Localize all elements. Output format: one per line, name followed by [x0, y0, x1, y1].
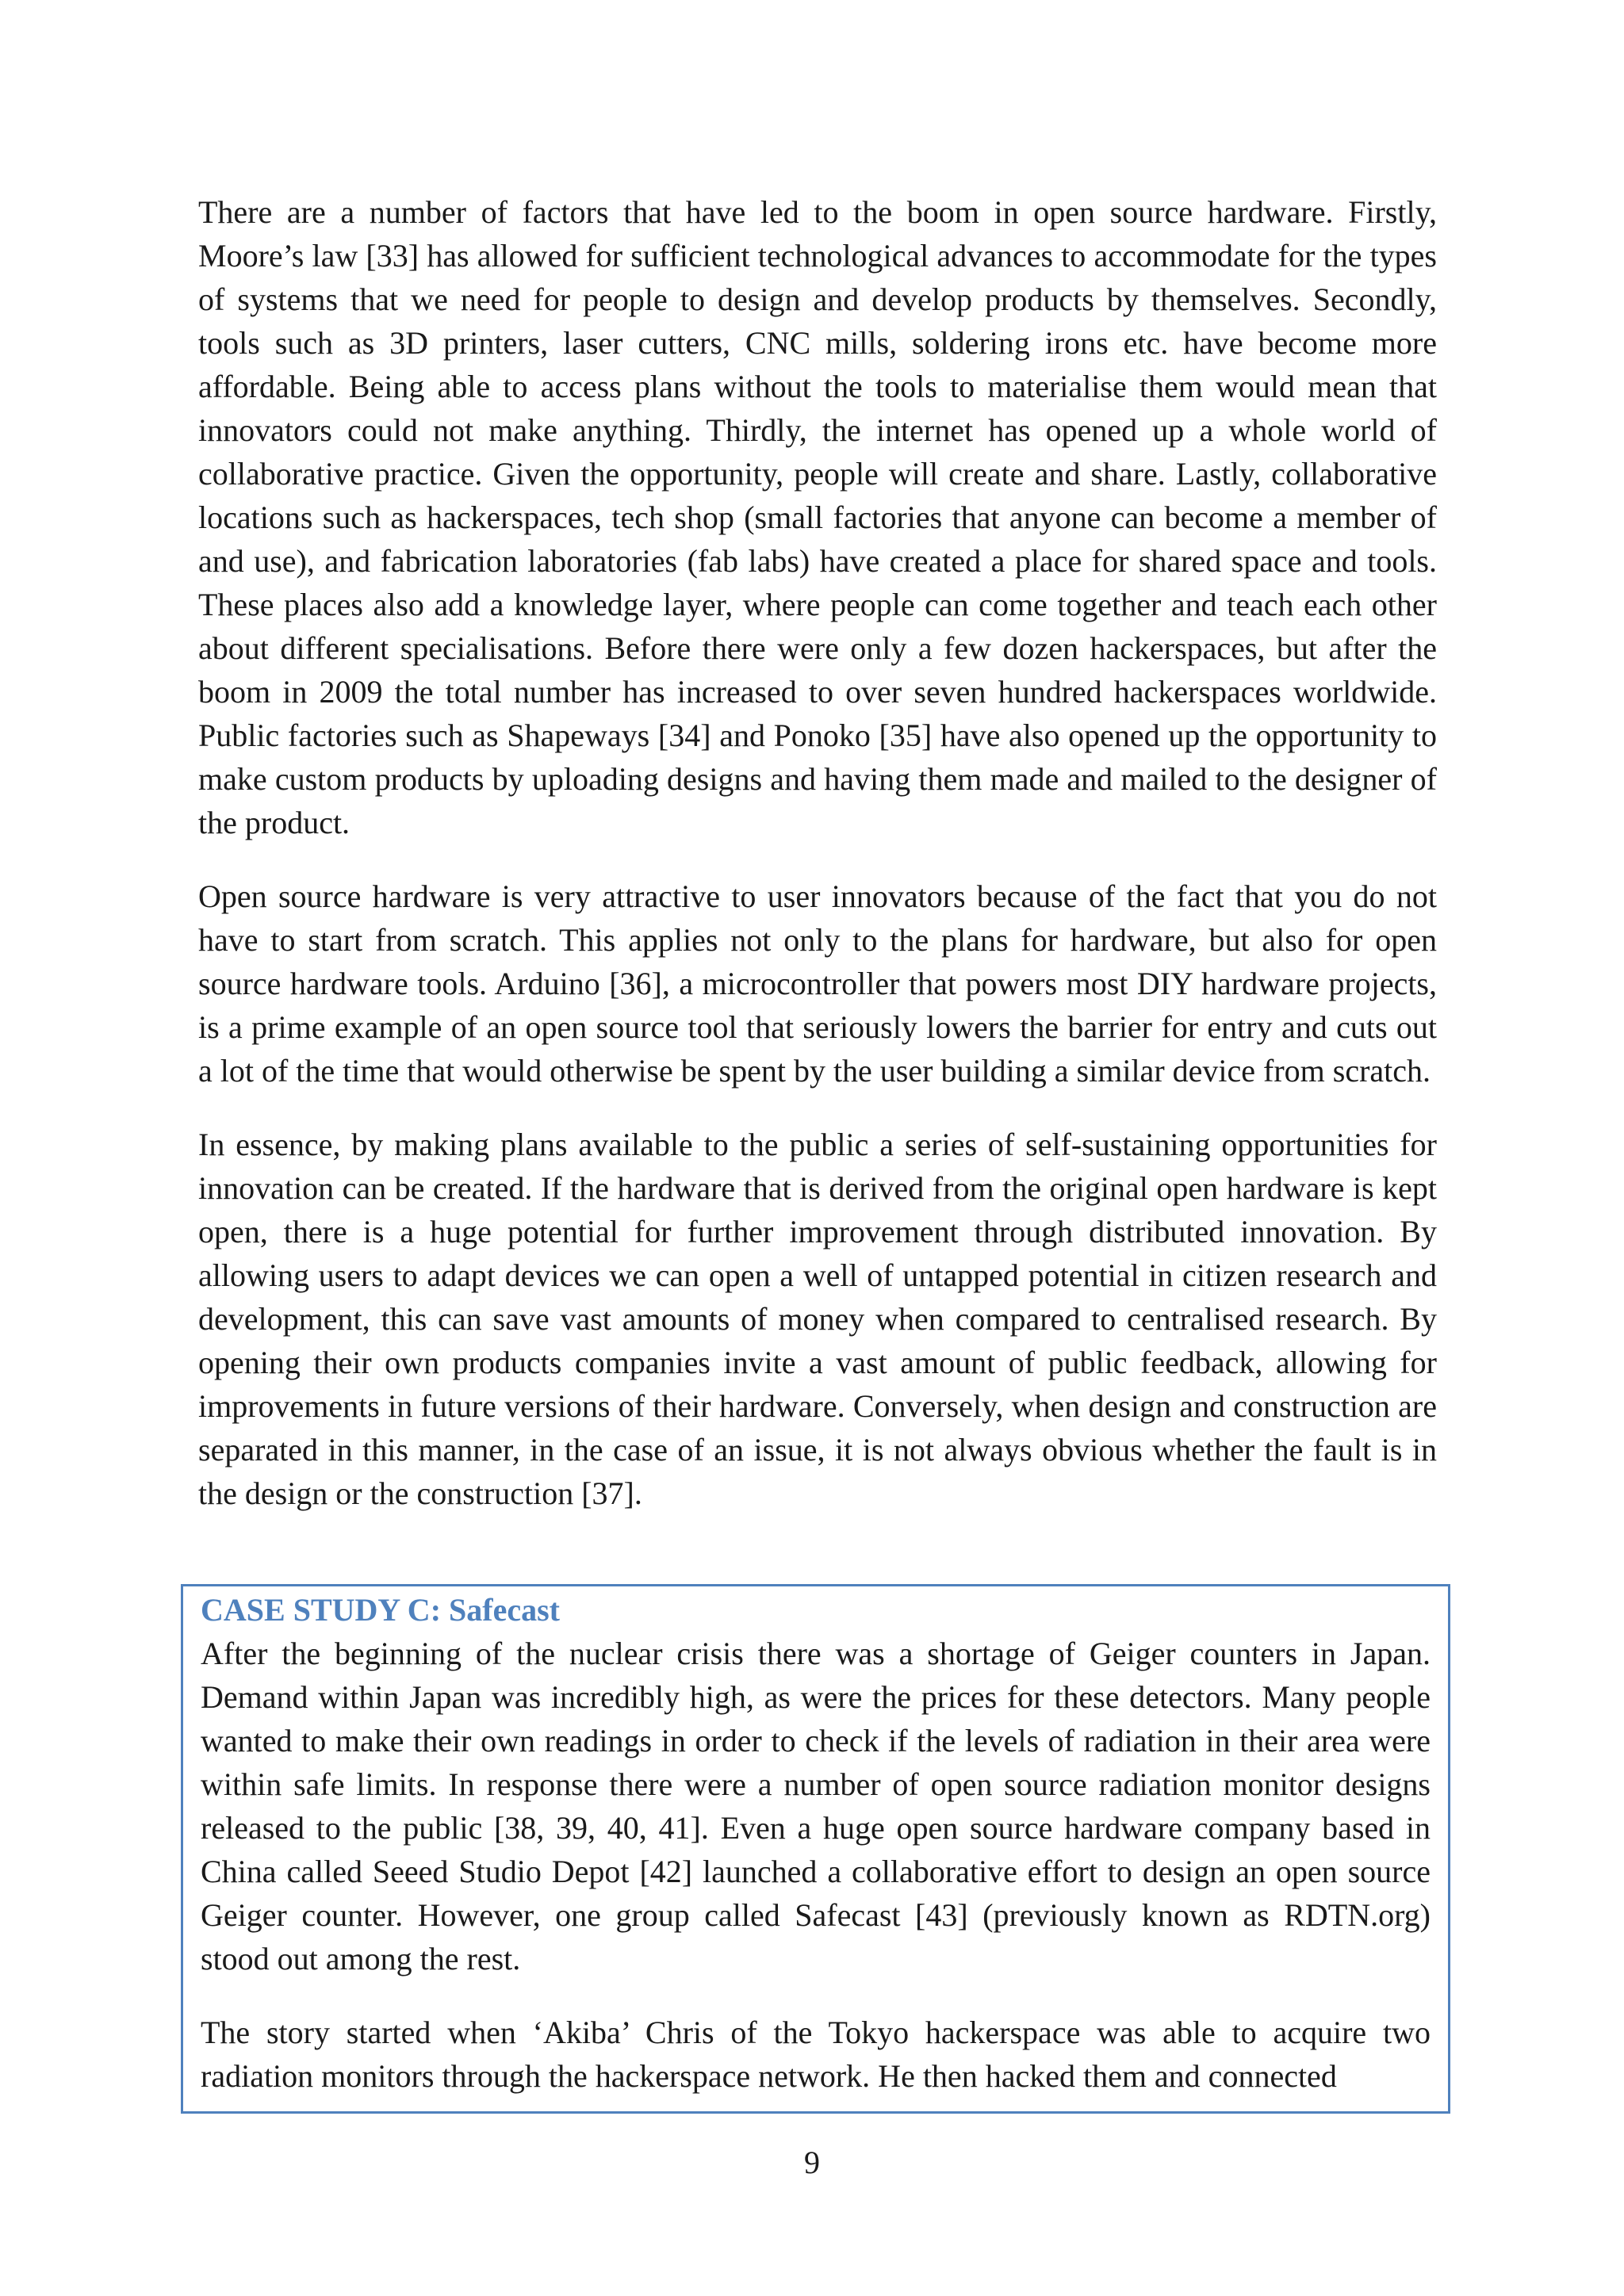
case-study-title: CASE STUDY C: Safecast: [201, 1592, 560, 1628]
page-number: 9: [804, 2145, 820, 2180]
body-paragraph-2: Open source hardware is very attractive to user innovators because of the fact that you do not have to start from scratch. This applies not only to the plans for hardware, but also for open source hardware tools. Arduino [36], a microcontroller that powers most DIY hardware projects, is a prime example of an open source tool that seriously lowers the barrier for entry and cuts out a lot of the time that would otherwise be spent by the user building a similar device from scratch.: [198, 878, 1437, 1089]
main-text: [198, 190, 1437, 1545]
case-study-paragraph-1: After the beginning of the nuclear crisis there was a shortage of Geiger counters in Japan. Demand within Japan was incredibly high, as were the prices for these detectors. Many people wanted to make their own readings in order to check if the levels of radiation in their area were within safe limits. In response there were a number of open source radiation monitor designs released to the public [38, 39, 40, 41]. Even a huge open source hardware company based in China called Seeed Studio Depot [42] launched a collaborative effort to design an open source Geiger counter. However, one group called Safecast [43] (previously known as RDTN.org) stood out among the rest.: [201, 1636, 1431, 1976]
body-paragraph-1: There are a number of factors that have led to the boom in open source hardware. Firstly, Moore’s law [33] has allowed for sufficient technological advances to accommodate for the types of systems that we need for people to design and develop products by themselves. Secondly, tools such as 3D printers, laser cutters, CNC mills, soldering irons etc. have become more affordable. Being able to access plans without the tools to materialise them would mean that innovators could not make anything. Thirdly, the internet has opened up a whole world of collaborative practice. Given the opportunity, people will create and share. Lastly, collaborative locations such as hackerspaces, tech shop (small factories that anyone can become a member of and use), and fabrication laboratories (fab labs) have created a place for shared space and tools. These places also add a knowledge layer, where people can come together and teach each other about different specialisations. Before there were only a few dozen hackerspaces, but after the boom in 2009 the total number has increased to over seven hundred hackerspaces worldwide. Public factories such as Shapeways [34] and Ponoko [35] have also opened up the opportunity to make custom products by uploading designs and having them made and mailed to the designer of the product.: [198, 194, 1437, 840]
case-study-paragraph-2: The story started when ‘Akiba’ Chris of the Tokyo hackerspace was able to acquire two radiation monitors through the hackerspace network. He then hacked them and connected: [201, 2015, 1431, 2094]
body-paragraph-3: In essence, by making plans available to the public a series of self-sustaining opportunities for innovation can be created. If the hardware that is derived from the original open hardware is kept open, there is a huge potential for further improvement through distributed innovation. By allowing users to adapt devices we can open a well of untapped potential in citizen research and development, this can save vast amounts of money when compared to centralised research. By opening their own products companies invite a vast amount of public feedback, allowing for improvements in future versions of their hardware. Conversely, when design and construction are separated in this manner, in the case of an issue, it is not always obvious whether the fault is in the design or the construction [37].: [198, 1127, 1437, 1511]
case-study-box: [181, 1584, 1450, 2114]
